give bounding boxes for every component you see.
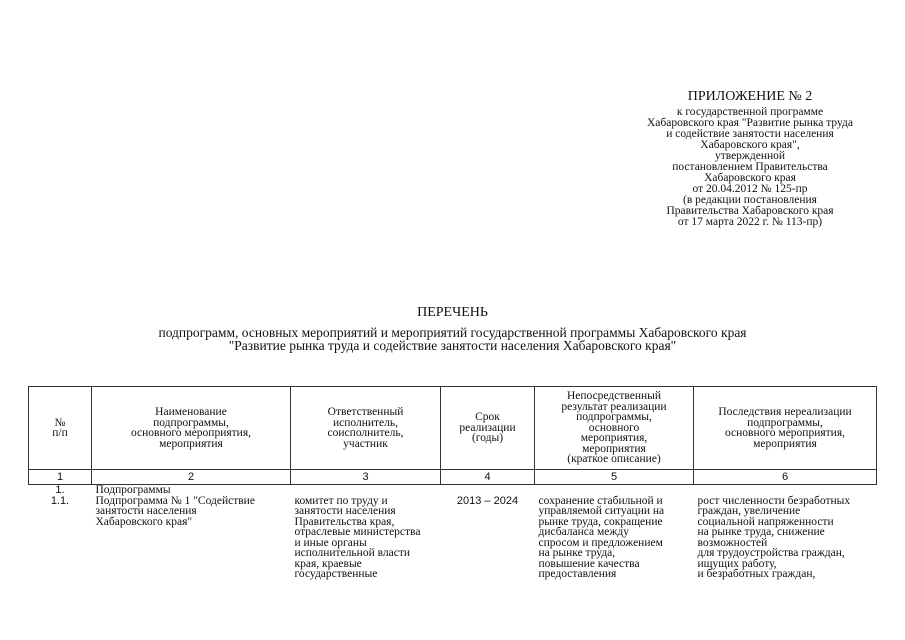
column-number: 1 <box>29 470 92 485</box>
row-executor: комитет по труду и занятости населения Правительства края, отраслевые министерства и иные органы исполнительной власти края, краевые государственные <box>294 494 421 580</box>
header-result: Непосредственный результат реализации подпрограммы, основного мероприятия, мероприятия (краткое описание) <box>535 387 694 470</box>
header-term: Срок реализации (годы) <box>441 387 535 470</box>
column-number: 6 <box>694 470 877 485</box>
appendix-block <box>625 88 875 228</box>
appendix-line: Хабаровского края", <box>700 139 800 151</box>
document-title: ПЕРЕЧЕНЬ <box>417 305 488 320</box>
row-result: сохранение стабильной и управляемой ситуации на рынке труда, сокращение дисбаланса между спросом и предложением на рынке труда, повышение качества предоставления <box>538 494 665 580</box>
table-row-section <box>29 485 877 496</box>
appendix-line: Хабаровского края "Развитие рынка труда <box>647 117 853 129</box>
header-executor: Ответственный исполнитель, соисполнитель, участник <box>291 387 441 470</box>
section-name: Подпрограммы <box>95 484 171 496</box>
header-number: № п/п <box>29 387 92 470</box>
column-number: 2 <box>92 470 291 485</box>
document-subtitle <box>0 326 905 352</box>
header-name: Наименование подпрограммы, основного мероприятия, мероприятия <box>92 387 291 470</box>
appendix-line: утвержденной <box>714 150 786 162</box>
row-term: 2013 – 2024 <box>456 494 519 507</box>
subtitle-line: "Развитие рынка труда и содействие занятости населения Хабаровского края" <box>228 338 677 353</box>
appendix-lines <box>625 107 875 228</box>
header-consequences: Последствия нереализации подпрограммы, основного мероприятия, мероприятия <box>694 387 877 470</box>
appendix-line: Правительства Хабаровского края <box>666 205 834 217</box>
appendix-line: Хабаровского края <box>704 172 796 184</box>
appendix-line: (в редакции постановления <box>683 194 817 206</box>
appendix-line: от 17 марта 2022 г. № 113-пр) <box>677 216 823 228</box>
subtitle-line: подпрограмм, основных мероприятий и мероприятий государственной программы Хабаровского края <box>158 325 747 340</box>
appendix-line: к государственной программе <box>676 106 824 118</box>
appendix-line: постановлением Правительства <box>672 161 828 173</box>
programs-table <box>28 386 877 580</box>
column-number-row <box>29 470 877 485</box>
appendix-heading: ПРИЛОЖЕНИЕ № 2 <box>687 89 813 104</box>
table-row <box>29 496 877 580</box>
appendix-line: и содействие занятости населения <box>666 128 834 140</box>
row-index: 1.1. <box>50 494 70 507</box>
document-title-block <box>0 305 905 352</box>
appendix-line: от 20.04.2012 № 125-пр <box>692 183 808 195</box>
row-index: 1. <box>55 484 65 496</box>
column-number: 3 <box>291 470 441 485</box>
row-name: Подпрограмма № 1 "Содействие занятости населения Хабаровского края" <box>95 494 255 528</box>
table-header-row <box>29 387 877 470</box>
column-number: 4 <box>441 470 535 485</box>
row-consequences: рост численности безработных граждан, увеличение социальной напряженности на рынке труда, снижение возможностей для трудоустройства граждан, ищущих работу, и безработных граждан, <box>697 494 851 580</box>
column-number: 5 <box>535 470 694 485</box>
